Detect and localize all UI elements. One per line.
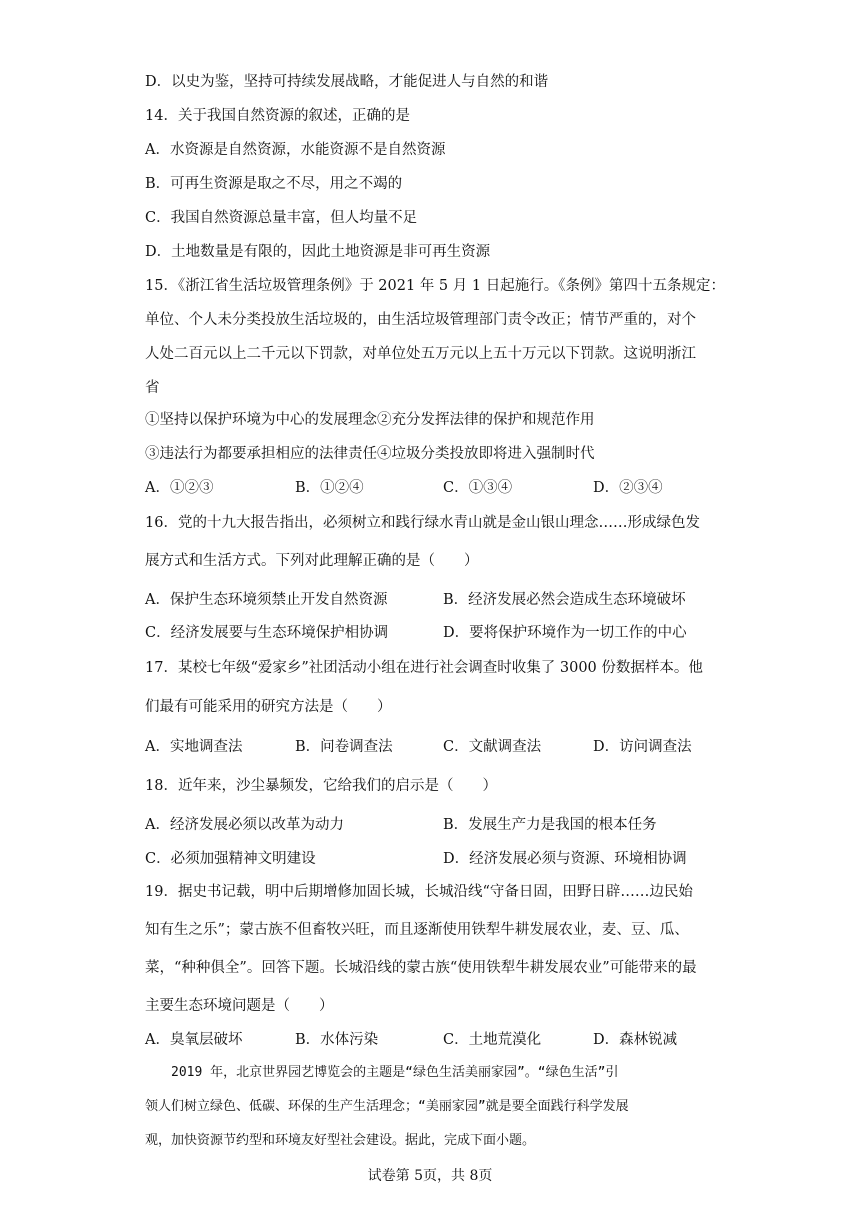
q19-option-d: D．森林锐减: [593, 1032, 678, 1048]
q14-option-b: B．可再生资源是取之不尽，用之不竭的: [145, 176, 403, 192]
q16-option-b: B．经济发展必然会造成生态环境破坏: [443, 592, 686, 608]
q15-option-a: A．①②③: [145, 480, 214, 496]
q17-option-b: B．问卷调查法: [295, 739, 393, 755]
q19-option-a: A．臭氧层破坏: [145, 1032, 243, 1048]
q18-option-a: A．经济发展必须以改革为动力: [145, 817, 344, 833]
q19-stem-line: 主要生态环境问题是（ ）: [145, 998, 334, 1014]
q18-option-c: C．必须加强精神文明建设: [145, 851, 316, 867]
q15-stem-line: 15．《浙江省生活垃圾管理条例》于 2021 年 5 月 1 日起施行。《条例》第四十五条规定：: [145, 278, 725, 294]
q15-stem-line: 省: [145, 380, 160, 396]
q16-option-c: C．经济发展要与生态环境保护相协调: [145, 625, 389, 641]
q15-option-b: B．①②④: [295, 480, 364, 496]
q18-option-d: D．经济发展必须与资源、环境相协调: [443, 851, 687, 867]
q15-stem-line: 人处二百元以上二千元以下罚款，对单位处五万元以上五十万元以下罚款。这说明浙江: [145, 346, 696, 362]
q17-option-a: A．实地调查法: [145, 739, 243, 755]
material-line: 2019 年，北京世界园艺博览会的主题是“绿色生活美丽家园”。“绿色生活”引: [145, 1065, 619, 1080]
q16-stem-line: 展方式和生活方式。下列对此理解正确的是（ ）: [145, 553, 479, 569]
q15-statements-3-4: ③违法行为都要承担相应的法律责任④垃圾分类投放即将进入强制时代: [145, 446, 595, 462]
q18-option-b: B．发展生产力是我国的根本任务: [443, 817, 657, 833]
q18-stem: 18．近年来，沙尘暴频发，它给我们的启示是（ ）: [145, 778, 497, 794]
q14-option-c: C．我国自然资源总量丰富，但人均量不足: [145, 210, 418, 226]
q14-option-a: A．水资源是自然资源，水能资源不是自然资源: [145, 142, 446, 158]
page-footer: 试卷第 5页，共 8页: [367, 1168, 493, 1184]
q14-stem: 14．关于我国自然资源的叙述，正确的是: [145, 108, 410, 124]
q19-stem-line: 19．据史书记载，明中后期增修加固长城，长城沿线“守备日固，田野日辟……边民始: [145, 884, 693, 900]
q19-option-c: C．土地荒漠化: [443, 1032, 542, 1048]
material-line: 观，加快资源节约型和环境友好型社会建设。据此，完成下面小题。: [145, 1133, 536, 1148]
q13-option-d: D．以史为鉴，坚持可持续发展战略，才能促进人与自然的和谐: [145, 74, 549, 90]
q16-option-d: D．要将保护环境作为一切工作的中心: [443, 625, 687, 641]
q15-statements-1-2: ①坚持以保护环境为中心的发展理念②充分发挥法律的保护和规范作用: [145, 412, 595, 428]
q19-stem-line: 知有生之乐”；蒙古族不但畜牧兴旺，而且逐渐使用铁犁牛耕发展农业，麦、豆、瓜、: [145, 922, 689, 938]
q17-stem-line: 们最有可能采用的研究方法是（ ）: [145, 699, 392, 715]
q17-stem-line: 17．某校七年级“爱家乡”社团活动小组在进行社会调查时收集了 3000 份数据样本。他: [145, 660, 703, 676]
q14-option-d: D．土地数量是有限的，因此土地资源是非可再生资源: [145, 244, 491, 260]
q16-option-a: A．保护生态环境须禁止开发自然资源: [145, 592, 388, 608]
q15-option-c: C．①③④: [443, 480, 513, 496]
material-line: 领人们树立绿色、低碳、环保的生产生活理念；“美丽家园”就是要全面践行科学发展: [145, 1099, 629, 1114]
q19-stem-line: 菜，“种种俱全”。回答下题。长城沿线的蒙古族“使用铁犁牛耕发展农业”可能带来的最: [145, 960, 697, 976]
q16-stem-line: 16．党的十九大报告指出，必须树立和践行绿水青山就是金山银山理念……形成绿色发: [145, 515, 700, 531]
q15-stem-line: 单位、个人未分类投放生活垃圾的，由生活垃圾管理部门责令改正；情节严重的，对个: [145, 312, 696, 328]
q17-option-c: C．文献调查法: [443, 739, 542, 755]
q17-option-d: D．访问调查法: [593, 739, 692, 755]
q19-option-b: B．水体污染: [295, 1032, 379, 1048]
q15-option-d: D．②③④: [593, 480, 663, 496]
